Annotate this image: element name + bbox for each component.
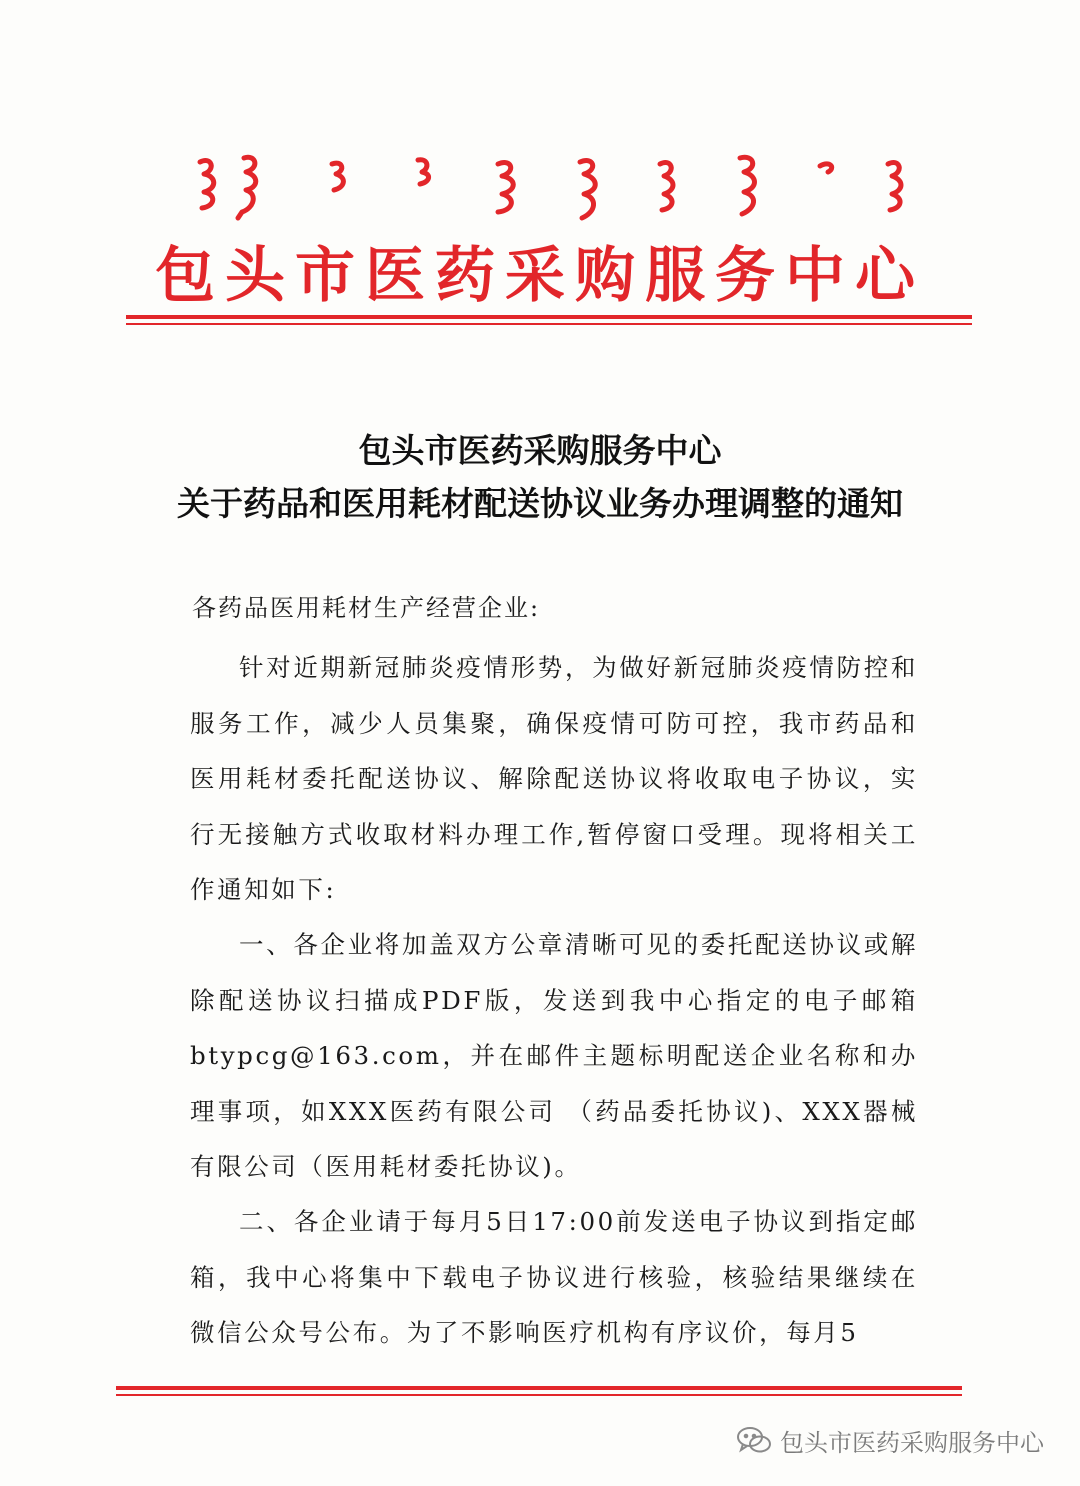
salutation: 各药品医用耗材生产经营企业:: [192, 594, 541, 622]
letterhead-rule-thin: [126, 323, 972, 325]
mongolian-word-5: [820, 163, 901, 210]
mongolian-word-1: [200, 157, 256, 218]
watermark-text: 包头市医药采购服务中心: [780, 1428, 1044, 1457]
paragraph-intro: 针对近期新冠肺炎疫情形势，为做好新冠肺炎疫情防控和服务工作，减少人员集聚，确保疫情可防可控，我市药品和医用耗材委托配送协议、解除配送协议将收取电子协议，实行无接触方式收取材料办理工作,暂停窗口受理。现将相关工作通知如下:: [190, 653, 918, 904]
wechat-icon: [736, 1425, 772, 1455]
wechat-watermark: [736, 1422, 1044, 1458]
letterhead-org-name: 包头市医药采购服务中心: [155, 241, 925, 311]
paragraph-item-1: 一、各企业将加盖双方公章清晰可见的委托配送协议或解除配送协议扫描成PDF版，发送到我中心指定的电子邮箱btypcg@163.com，并在邮件主题标明配送企业名称和办理事项，如XXX医药有限公司 （药品委托协议)、XXX器械有限公司（医用耗材委托协议)。: [190, 930, 918, 1181]
mongolian-word-2: [332, 160, 429, 190]
title-line-2: 关于药品和医用耗材配送协议业务办理调整的通知: [177, 484, 903, 523]
footer-rule-thin: [116, 1394, 962, 1396]
title-line-1: 包头市医药采购服务中心: [358, 431, 722, 470]
letterhead-rule-thick: [126, 315, 972, 319]
paragraph-item-2: 二、各企业请于每月5日17:00前发送电子协议到指定邮箱，我中心将集中下载电子协议进行核验，核验结果继续在微信公众号公布。为了不影响医疗机构有序议价，每月5: [190, 1207, 918, 1347]
mongolian-word-4: [660, 157, 755, 214]
footer-rule-thick: [116, 1386, 962, 1390]
mongolian-word-3: [498, 161, 595, 218]
mongolian-letterhead-logo: [180, 148, 920, 228]
